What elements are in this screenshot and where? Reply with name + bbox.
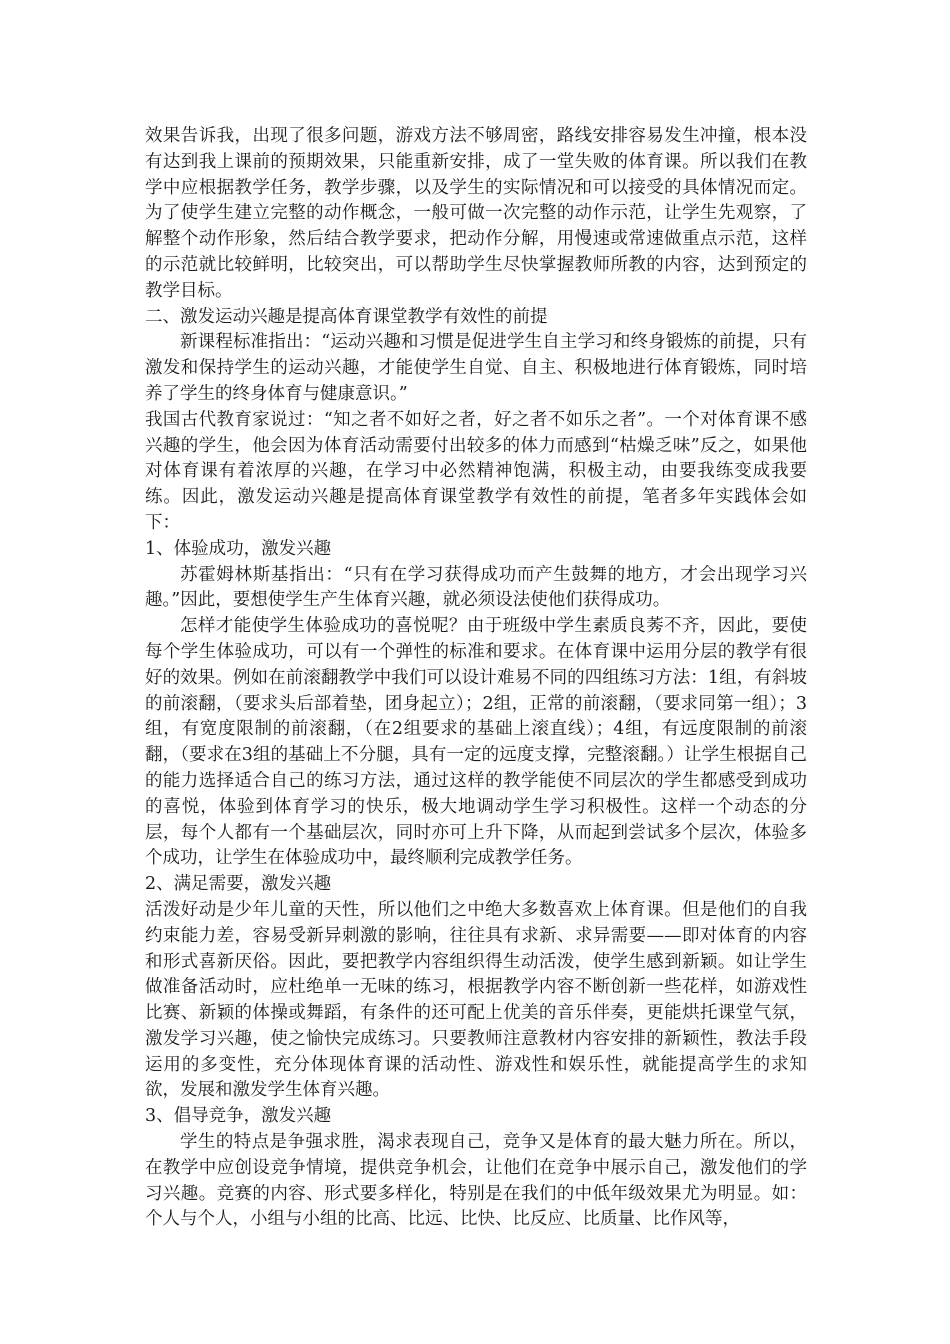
- paragraph-curriculum-quote: 新课程标准指出：“运动兴趣和习惯是促进学生自主学习和终身锻炼的前提，只有激发和保持学生的运动兴趣，才能使学生自觉、自主、积极地进行体育锻炼，同时培养了学生的终身体育与健康意识。”: [145, 332, 807, 404]
- paragraph-layered-teaching: 怎样才能使学生体验成功的喜悦呢？由于班级中学生素质良莠不齐，因此，要使每个学生体验成功，可以有一个弹性的标准和要求。在体育课中运用分层的教学有很好的效果。例如在前滚翻教学中我们可以设计难易不同的四组练习方法：1组，有斜坡的前滚翻，（要求头后部着垫，团身起立）；2组，正常的前滚翻，（要求同第一组）；3组，有宽度限制的前滚翻，（在2组要求的基础上滚直线）；4组，有远度限制的前滚翻，（要求在3组的基础上不分腿，具有一定的远度支撑，完整滚翻。）让学生根据自己的能力选择适合自己的练习方法，通过这样的教学能使不同层次的学生都感受到成功的喜悦，体验到体育学习的快乐，极大地调动学生学习积极性。这样一个动态的分层，每个人都有一个基础层次，同时亦可上升下降，从而起到尝试多个层次，体验多个成功，让学生在体验成功中，最终顺利完成教学任务。: [145, 616, 807, 869]
- paragraph-ancient-educator-quote: 我国古代教育家说过：“知之者不如好之者，好之者不如乐之者”。一个对体育课不感兴趣的学生，他会因为体育活动需要付出较多的体力而感到“枯燥乏味”反之，如果他对体育课有着浓厚的兴趣，在学习中必然精神饱满，积极主动，由要我练变成我要练。因此，激发运动兴趣是提高体育课堂教学有效性的前提，笔者多年实践体会如下：: [145, 409, 807, 533]
- subheading-3: 3、倡导竞争，激发兴趣: [145, 1106, 332, 1127]
- subheading-1: 1、体验成功，激发兴趣: [145, 538, 332, 559]
- paragraph-meet-needs: 活泼好动是少年儿童的天性，所以他们之中绝大多数喜欢上体育课。但是他们的自我约束能力差，容易受新异刺激的影响，往往具有求新、求异需要——即对体育的内容和形式喜新厌俗。因此，要把教学内容组织得生动活泼，使学生感到新颖。如让学生做准备活动时，应杜绝单一无味的练习，根据教学内容不断创新一些花样，如游戏性比赛、新颖的体操或舞蹈，有条件的还可配上优美的音乐伴奏，更能烘托课堂气氛，激发学习兴趣，使之愉快完成练习。只要教师注意教材内容安排的新颖性，教法手段运用的多变性，充分体现体育课的活动性、游戏性和娱乐性，就能提高学生的求知欲，发展和激发学生体育兴趣。: [145, 899, 807, 1101]
- paragraph-sukhomlinsky-quote: 苏霍姆林斯基指出：“只有在学习获得成功而产生鼓舞的地方，才会出现学习兴趣。”因此，要想使学生产生体育兴趣，就必须设法使他们获得成功。: [145, 564, 807, 611]
- document-body: [145, 124, 807, 1233]
- paragraph-demonstration-summary: 效果告诉我，出现了很多问题，游戏方法不够周密，路线安排容易发生冲撞，根本没有达到我上课前的预期效果，只能重新安排，成了一堂失败的体育课。所以我们在教学中应根据教学任务，教学步骤，以及学生的实际情况和可以接受的具体情况而定。为了使学生建立完整的动作概念，一般可做一次完整的动作示范，让学生先观察，了解整个动作形象，然后结合教学要求，把动作分解，用慢速或常速做重点示范，这样的示范就比较鲜明，比较突出，可以帮助学生尽快掌握教师所教的内容，达到预定的教学目标。: [145, 126, 807, 301]
- paragraph-competition: 学生的特点是争强求胜，渴求表现自己，竞争又是体育的最大魅力所在。所以，在教学中应创设竞争情境，提供竞争机会，让他们在竞争中展示自己，激发他们的学习兴趣。竞赛的内容、形式要多样化，特别是在我们的中低年级效果尤为明显。如：个人与个人，小组与小组的比高、比远、比快、比反应、比质量、比作风等，: [145, 1132, 807, 1230]
- subheading-2: 2、满足需要，激发兴趣: [145, 874, 332, 895]
- section-heading-2: 二、激发运动兴趣是提高体育课堂教学有效性的前提: [145, 306, 548, 327]
